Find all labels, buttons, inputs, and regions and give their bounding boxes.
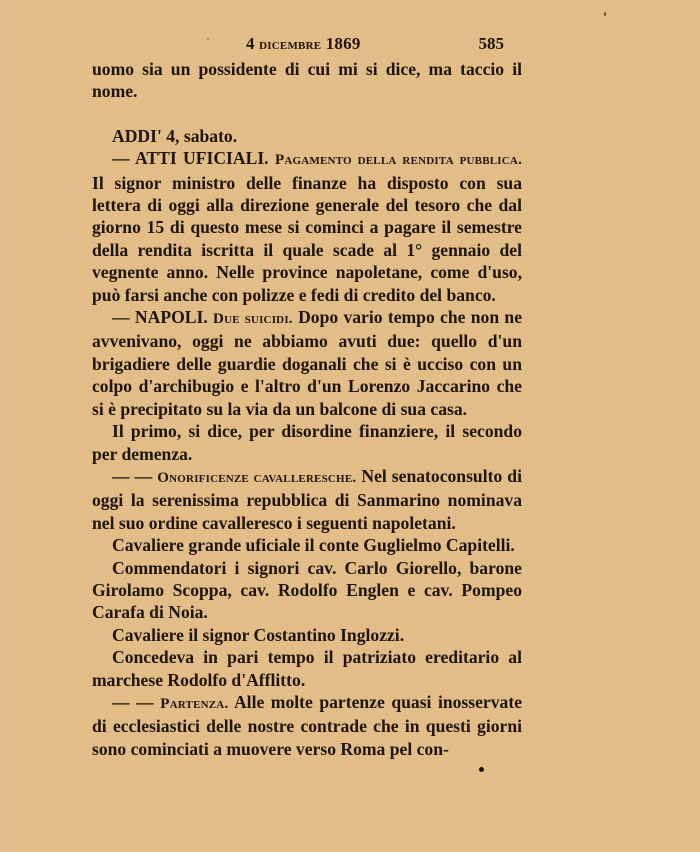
section-heading: ATTI UFICIALI. [134, 148, 269, 169]
date-year: 1869 [325, 34, 361, 53]
section-dash: — [112, 307, 130, 328]
running-head [92, 30, 522, 58]
date-day: 4 [246, 34, 255, 53]
paragraph-text: Nel senatoconsulto di oggi la serenissima repubblica di Sanmarino nominava nel suo ordine cavalleresco i seguenti napoletani. [92, 465, 522, 533]
section-subheading: Due suicidi. [213, 311, 293, 328]
paragraph-concedeva [92, 646, 522, 691]
ink-speck [479, 767, 484, 772]
paragraph-text: Alle molte partenze quasi inosservate di ecclesiastici delle nostre contrade che in questi giorni sono cominciati a muovere verso Roma pel con- [92, 691, 523, 759]
paragraph-text: Commendatori i signori cav. Carlo Giorello, barone Girolamo Scoppa, cav. Rodolfo Englen e cav. Pompeo Carafa di Noia. [92, 557, 522, 623]
paragraph-onorificenze [92, 465, 522, 534]
section-subheading: Pagamento della rendita pubblica. [274, 152, 523, 169]
book-page [92, 30, 522, 760]
paragraph-cavaliere-grande [92, 534, 522, 556]
paragraph-il-primo [92, 420, 522, 465]
section-subheading: Onorificenze cavalleresche. [157, 469, 357, 486]
section-dash: — — [112, 465, 153, 486]
paragraph-text: Concedeva in pari tempo il patriziato ereditario al marchese Rodolfo d'Afflitto. [92, 647, 522, 690]
body-text [92, 58, 522, 760]
dateline-text: ADDI' 4, sabato. [112, 125, 238, 146]
date-month: dicembre [259, 36, 322, 53]
paragraph-text: Cavaliere grande uficiale il conte Guglielmo Capitelli. [112, 535, 515, 556]
paragraph-text: Dopo vario tempo che non ne avvenivano, oggi ne abbiamo avuti due: quello d'un brigadiere delle guardie doganali che si è ucciso con un colpo d'archibugio e l'altro d'un Lorenzo Jaccarino che si è precipitato su la via da un balcone di sua casa. [92, 307, 523, 419]
paragraph-partenza [92, 691, 522, 760]
scan-edge [0, 0, 11, 852]
section-dash: — [112, 148, 130, 169]
paragraph-text: uomo sia un possidente di cui mi si dice, ma taccio il nome. [92, 59, 522, 102]
ink-speck [604, 12, 606, 16]
section-dash: — — [112, 691, 154, 712]
dateline [92, 125, 522, 147]
running-head-date [246, 34, 361, 54]
paragraph-text: Il signor ministro delle finanze ha disposto con sua lettera di oggi alla direzione generale del tesoro che dal giorno 15 di questo mese si cominci a pagare il semestre della rendita iscritta il quale scade al 1° gennaio del vegnente anno. Nelle province napoletane, come d'uso, può farsi anche con polizze e fedi di credito del banco. [92, 172, 522, 305]
paragraph-text: Il primo, si dice, per disordine finanziere, il secondo per demenza. [92, 421, 522, 464]
paragraph-atti-uficiali [92, 147, 522, 306]
section-heading: NAPOLI. [134, 307, 208, 328]
page-number: 585 [478, 34, 504, 53]
paragraph-cavaliere [92, 624, 522, 646]
paragraph-carryover [92, 58, 522, 103]
paragraph-commendatori [92, 557, 522, 624]
section-subheading: Partenza. [160, 695, 229, 712]
paragraph-text: Cavaliere il signor Costantino Inglozzi. [112, 624, 405, 645]
paragraph-napoli [92, 306, 522, 420]
